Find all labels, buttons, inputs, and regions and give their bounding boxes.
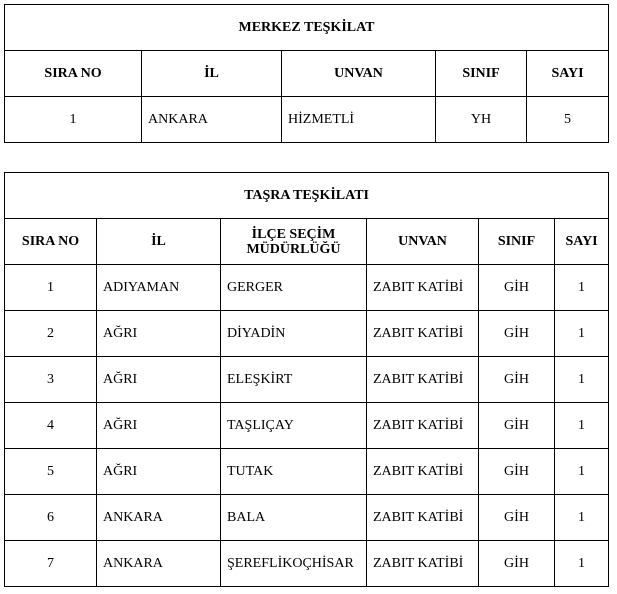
cell-sayi: 1 (555, 357, 609, 403)
cell-ilce: DİYADİN (221, 311, 367, 357)
cell-sinif: GİH (479, 265, 555, 311)
header-sinif: SINIF (479, 219, 555, 265)
header-il: İL (142, 51, 282, 97)
cell-ilce: ŞEREFLİKOÇHİSAR (221, 541, 367, 587)
table-row (5, 311, 609, 357)
header-sira-no: SIRA NO (5, 51, 142, 97)
header-sira-no: SIRA NO (5, 219, 97, 265)
cell-il: ADIYAMAN (97, 265, 221, 311)
cell-il: ANKARA (142, 97, 282, 143)
header-ilce-line2: MÜDÜRLÜĞÜ (246, 241, 341, 257)
cell-unvan: ZABIT KATİBİ (367, 265, 479, 311)
cell-sayi: 5 (527, 97, 609, 143)
cell-sira: 1 (5, 265, 97, 311)
cell-sira: 7 (5, 541, 97, 587)
tasra-title: TAŞRA TEŞKİLATI (5, 173, 609, 219)
cell-unvan: ZABIT KATİBİ (367, 357, 479, 403)
header-il: İL (97, 219, 221, 265)
cell-unvan: ZABIT KATİBİ (367, 403, 479, 449)
cell-sira: 6 (5, 495, 97, 541)
cell-il: ANKARA (97, 495, 221, 541)
merkez-header-row (5, 51, 609, 97)
cell-il: AĞRI (97, 311, 221, 357)
cell-unvan: ZABIT KATİBİ (367, 541, 479, 587)
cell-sira: 1 (5, 97, 142, 143)
cell-unvan: HİZMETLİ (282, 97, 436, 143)
tasra-teskilati-table (4, 172, 609, 587)
header-sayi: SAYI (555, 219, 609, 265)
header-sayi: SAYI (527, 51, 609, 97)
cell-il: AĞRI (97, 403, 221, 449)
cell-sira: 4 (5, 403, 97, 449)
cell-sinif: GİH (479, 403, 555, 449)
header-sinif: SINIF (436, 51, 527, 97)
table-row (5, 403, 609, 449)
header-unvan: UNVAN (282, 51, 436, 97)
cell-sira: 3 (5, 357, 97, 403)
cell-ilce: TUTAK (221, 449, 367, 495)
cell-ilce: ELEŞKİRT (221, 357, 367, 403)
merkez-title: MERKEZ TEŞKİLAT (5, 5, 609, 51)
cell-sira: 5 (5, 449, 97, 495)
cell-unvan: ZABIT KATİBİ (367, 311, 479, 357)
cell-sinif: GİH (479, 495, 555, 541)
cell-sayi: 1 (555, 265, 609, 311)
cell-sayi: 1 (555, 311, 609, 357)
table-row (5, 265, 609, 311)
cell-sinif: GİH (479, 541, 555, 587)
cell-sinif: YH (436, 97, 527, 143)
table-row (5, 495, 609, 541)
cell-ilce: BALA (221, 495, 367, 541)
header-unvan: UNVAN (367, 219, 479, 265)
table-row (5, 97, 609, 143)
cell-sayi: 1 (555, 449, 609, 495)
cell-sinif: GİH (479, 357, 555, 403)
cell-sayi: 1 (555, 403, 609, 449)
table-row (5, 449, 609, 495)
cell-il: ANKARA (97, 541, 221, 587)
cell-ilce: TAŞLIÇAY (221, 403, 367, 449)
merkez-teskilat-table (4, 4, 609, 143)
cell-sayi: 1 (555, 495, 609, 541)
cell-sinif: GİH (479, 449, 555, 495)
cell-unvan: ZABIT KATİBİ (367, 495, 479, 541)
cell-sayi: 1 (555, 541, 609, 587)
cell-sinif: GİH (479, 311, 555, 357)
tasra-header-row (5, 219, 609, 265)
header-ilce-line1: İLÇE SEÇİM (251, 226, 336, 242)
cell-ilce: GERGER (221, 265, 367, 311)
table-row (5, 357, 609, 403)
cell-il: AĞRI (97, 357, 221, 403)
table-row (5, 541, 609, 587)
cell-unvan: ZABIT KATİBİ (367, 449, 479, 495)
header-ilce-secim-mudurlugu (221, 219, 367, 265)
cell-il: AĞRI (97, 449, 221, 495)
cell-sira: 2 (5, 311, 97, 357)
